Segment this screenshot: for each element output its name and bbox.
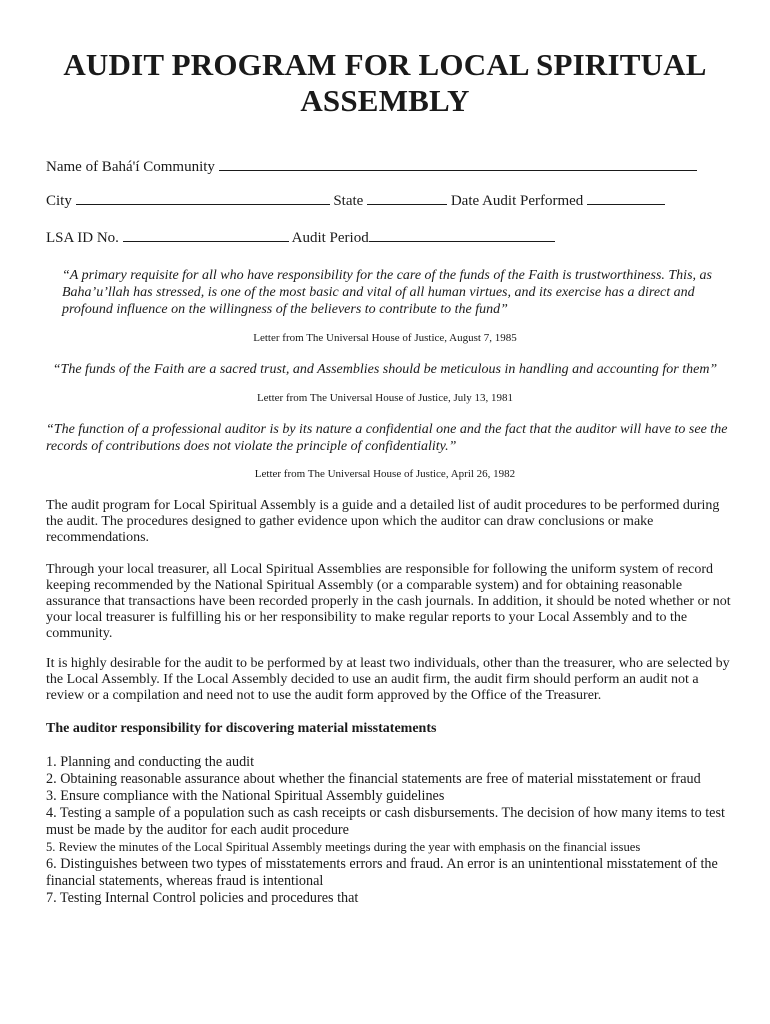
location-field-row — [46, 191, 665, 210]
community-field-row — [46, 157, 697, 176]
state-label: State — [333, 193, 364, 209]
city-input[interactable] — [76, 191, 330, 205]
community-label: Name of Bahá'í Community — [46, 159, 215, 175]
community-input[interactable] — [219, 157, 697, 171]
paragraph-audit-program: The audit program for Local Spiritual Assembly is a guide and a detailed list of audit procedures to be performed during the audit. The procedures designed to gather evidence upon which the auditor can draw conclusions or make recommendations. — [46, 498, 720, 545]
list-item: 2. Obtaining reasonable assurance about whether the financial statements are free of material misstatement or fraud — [46, 771, 701, 787]
quote-2: “The funds of the Faith are a sacred trust, and Assemblies should be meticulous in handling and accounting for them” — [52, 362, 718, 377]
quote-3: “The function of a professional auditor is by its nature a confidential one and the fact that the auditor will have to see the records of contributions does not violate the principle of confidentiality.” — [46, 422, 728, 454]
lsa-field-row — [46, 228, 555, 247]
audit-period-label: Audit Period — [291, 230, 369, 246]
list-item: 7. Testing Internal Control policies and procedures that — [46, 890, 359, 906]
list-item: 4. Testing a sample of a population such as cash receipts or cash disbursements. The decision of how many items to test must be made by the auditor for each audit procedure — [46, 805, 725, 838]
quote-1-source: Letter from The Universal House of Justice, August 7, 1985 — [253, 332, 517, 344]
paragraph-treasurer: Through your local treasurer, all Local Spiritual Assemblies are responsible for following the uniform system of record keeping recommended by the National Spiritual Assembly (or a comparable system) and for obtaining reasonable assurance that transactions have been recorded properly in the cash journals. In addition, it should be noted whether or not your local treasurer is fulfilling his or her responsibility to make regular reports to your Local Assembly and to the community. — [46, 562, 731, 641]
responsibility-list — [46, 754, 736, 907]
audit-period-input[interactable] — [369, 228, 555, 242]
quote-3-source: Letter from The Universal House of Justice, April 26, 1982 — [254, 468, 516, 480]
quote-2-source: Letter from The Universal House of Justice, July 13, 1981 — [256, 392, 514, 404]
state-input[interactable] — [367, 191, 447, 205]
lsa-id-label: LSA ID No. — [46, 230, 119, 246]
list-item: 3. Ensure compliance with the National Spiritual Assembly guidelines — [46, 788, 445, 804]
lsa-id-input[interactable] — [123, 228, 289, 242]
date-audit-input[interactable] — [587, 191, 665, 205]
quote-1: “A primary requisite for all who have responsibility for the care of the funds of the Faith is trustworthiness. This, as Baha’u’llah has stressed, is one of the most basic and vital of all human virtues, and its exercise has a direct and profound influence on the willingness of the believers to contribute to the fund” — [62, 268, 712, 317]
list-item: 1. Planning and conducting the audit — [46, 754, 255, 770]
city-label: City — [46, 193, 72, 209]
paragraph-auditors: It is highly desirable for the audit to be performed by at least two individuals, other than the treasurer, who are selected by the Local Assembly. If the Local Assembly decided to use an audit firm, the audit firm should perform an audit not a review or a compilation and need not to use the audit form approved by the Office of the Treasurer. — [46, 656, 730, 703]
responsibility-heading: The auditor responsibility for discovering material misstatements — [46, 721, 437, 736]
document-title-line-1: AUDIT PROGRAM FOR LOCAL SPIRITUAL — [63, 47, 707, 82]
list-item: 6. Distinguishes between two types of misstatements errors and fraud. An error is an unintentional misstatement of the financial statements, whereas fraud is intentional — [46, 856, 718, 889]
document-title-line-2: ASSEMBLY — [300, 83, 470, 118]
list-item: 5. Review the minutes of the Local Spiritual Assembly meetings during the year with emphasis on the financial issues — [46, 840, 641, 854]
date-audit-label: Date Audit Performed — [450, 193, 584, 209]
